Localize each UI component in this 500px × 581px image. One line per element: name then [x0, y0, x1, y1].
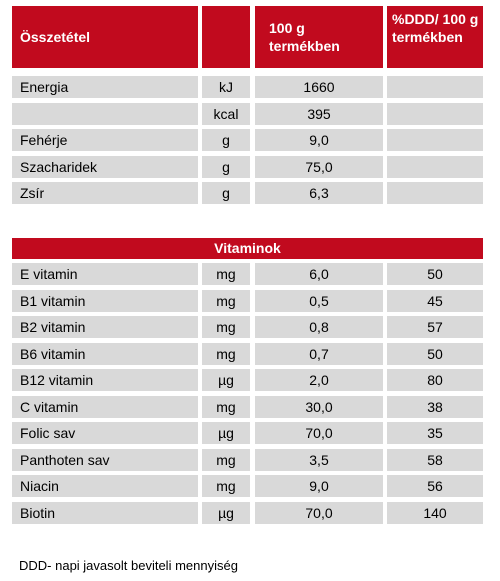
cell-ddd — [387, 182, 483, 204]
cell-unit: g — [202, 129, 250, 151]
footnote: DDD- napi javasolt beviteli mennyiség — [19, 558, 238, 573]
cell-ddd: 50 — [387, 263, 483, 285]
cell-name: Biotin — [12, 502, 198, 524]
cell-unit: µg — [202, 422, 250, 444]
vitamins-title-bar — [12, 238, 483, 259]
cell-ddd: 57 — [387, 316, 483, 338]
header-composition — [12, 6, 198, 68]
cell-unit: mg — [202, 316, 250, 338]
cell-value: 70,0 — [255, 502, 383, 524]
cell-value: 9,0 — [255, 475, 383, 497]
cell-name: B2 vitamin — [12, 316, 198, 338]
header-ddd — [387, 6, 483, 68]
cell-value: 6,0 — [255, 263, 383, 285]
cell-name: Zsír — [12, 182, 198, 204]
cell-ddd: 45 — [387, 290, 483, 312]
cell-value: 0,7 — [255, 343, 383, 365]
header-unit — [202, 6, 250, 68]
cell-value: 395 — [255, 103, 383, 125]
cell-value: 0,8 — [255, 316, 383, 338]
cell-value: 2,0 — [255, 369, 383, 391]
cell-name: E vitamin — [12, 263, 198, 285]
cell-unit: kcal — [202, 103, 250, 125]
cell-value: 1660 — [255, 76, 383, 98]
cell-ddd — [387, 103, 483, 125]
cell-unit: mg — [202, 449, 250, 471]
cell-value: 70,0 — [255, 422, 383, 444]
cell-name: Folic sav — [12, 422, 198, 444]
cell-unit: mg — [202, 396, 250, 418]
cell-ddd: 58 — [387, 449, 483, 471]
cell-name — [12, 103, 198, 125]
cell-value: 0,5 — [255, 290, 383, 312]
cell-name: Niacin — [12, 475, 198, 497]
cell-name: Fehérje — [12, 129, 198, 151]
cell-unit: µg — [202, 502, 250, 524]
cell-unit: g — [202, 182, 250, 204]
cell-unit: mg — [202, 343, 250, 365]
cell-name: Szacharidek — [12, 156, 198, 178]
header-composition-label: Összetétel — [20, 29, 91, 45]
cell-ddd: 140 — [387, 502, 483, 524]
cell-ddd — [387, 129, 483, 151]
cell-ddd: 56 — [387, 475, 483, 497]
cell-ddd: 38 — [387, 396, 483, 418]
vitamins-title: Vitaminok — [214, 240, 281, 256]
cell-value: 9,0 — [255, 129, 383, 151]
cell-name: Panthoten sav — [12, 449, 198, 471]
cell-ddd — [387, 76, 483, 98]
cell-value: 3,5 — [255, 449, 383, 471]
cell-ddd: 80 — [387, 369, 483, 391]
cell-ddd: 50 — [387, 343, 483, 365]
cell-unit: mg — [202, 263, 250, 285]
cell-name: Energia — [12, 76, 198, 98]
header-per100g-label: 100 g termékben — [269, 20, 340, 54]
cell-unit: g — [202, 156, 250, 178]
cell-name: B12 vitamin — [12, 369, 198, 391]
cell-name: C vitamin — [12, 396, 198, 418]
cell-unit: mg — [202, 290, 250, 312]
cell-name: B6 vitamin — [12, 343, 198, 365]
cell-unit: kJ — [202, 76, 250, 98]
cell-unit: µg — [202, 369, 250, 391]
header-per100g — [255, 6, 383, 68]
cell-value: 75,0 — [255, 156, 383, 178]
cell-value: 6,3 — [255, 182, 383, 204]
cell-ddd — [387, 156, 483, 178]
cell-ddd: 35 — [387, 422, 483, 444]
cell-unit: mg — [202, 475, 250, 497]
header-ddd-label: %DDD/ 100 g termékben — [392, 11, 479, 45]
cell-value: 30,0 — [255, 396, 383, 418]
cell-name: B1 vitamin — [12, 290, 198, 312]
